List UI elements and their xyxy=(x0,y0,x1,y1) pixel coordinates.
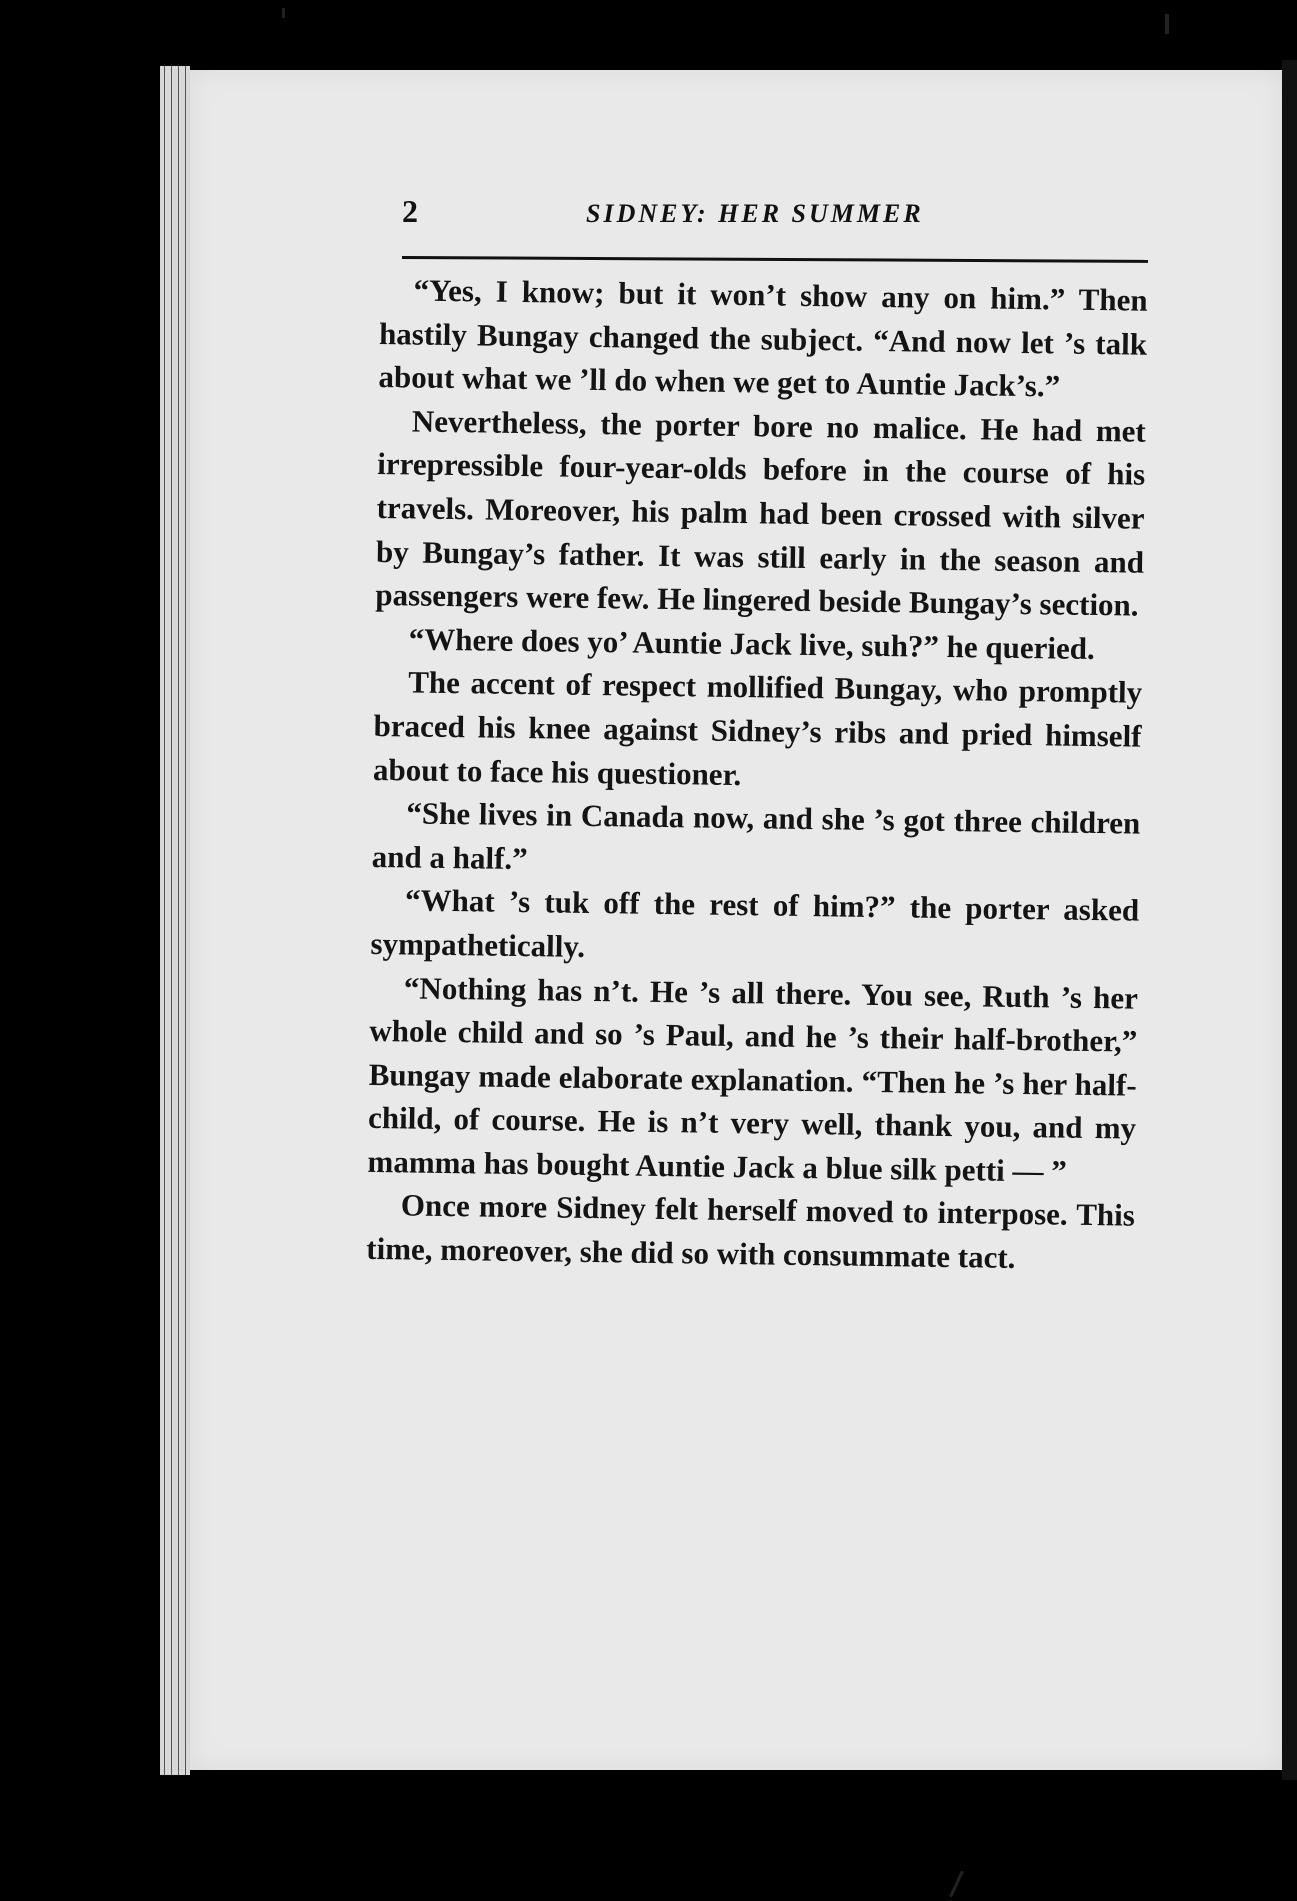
scan-speck xyxy=(282,8,285,18)
page-header xyxy=(402,193,1148,233)
page-edge-line xyxy=(171,66,172,1775)
paragraph: Once more Sidney felt herself moved to interpose. This time, moreover, she did so with consummate tact. xyxy=(366,1187,1136,1276)
page-edge-line xyxy=(178,66,179,1775)
stacked-page-edges xyxy=(160,66,190,1775)
scan-speck xyxy=(949,1871,964,1898)
page-edge-line xyxy=(164,66,165,1775)
binding-shadow xyxy=(1282,60,1297,1780)
paragraph: “Nothing has n’t. He ’s all there. You see, Ruth ’s her whole child and so ’s Paul, and he ’s their half-brother,” Bungay made elaborate explanation. “Then he ’s her half-child, of course. He is n’t very well, thank you, and my mamma has bought Auntie Jack a blue silk petti — ” xyxy=(367,969,1139,1189)
paragraph: “What ’s tuk off the rest of him?” the porter asked sympathetically. xyxy=(370,882,1140,964)
page-number: 2 xyxy=(402,193,418,229)
running-head: SIDNEY: HER SUMMER xyxy=(586,199,924,228)
paragraph: “She lives in Canada now, and she ’s got three children and a half.” xyxy=(371,795,1141,876)
paragraph: “Yes, I know; but it won’t show any on him.” Then hastily Bungay changed the subject. “And now let ’s talk about what we ’ll do when we get to Auntie Jack’s.” xyxy=(378,272,1148,404)
scan-speck xyxy=(1165,14,1169,34)
paragraph: “Where does yo’ Auntie Jack live, suh?” he queried. xyxy=(408,621,1096,666)
body-text xyxy=(366,268,1148,1281)
paragraph: Nevertheless, the porter bore no malice. He had met irrepressible four-year-olds before in the course of his travels. Moreover, his palm had been crossed with silver by Bungay’s father. It was still early in the season and passengers were few. He lingered beside Bungay’s section. xyxy=(375,403,1147,623)
paragraph: The accent of respect mollified Bungay, who promptly braced his knee against Sidney’s ribs and pried himself about to face his questioner. xyxy=(372,664,1143,792)
page-edge-line xyxy=(185,66,186,1775)
